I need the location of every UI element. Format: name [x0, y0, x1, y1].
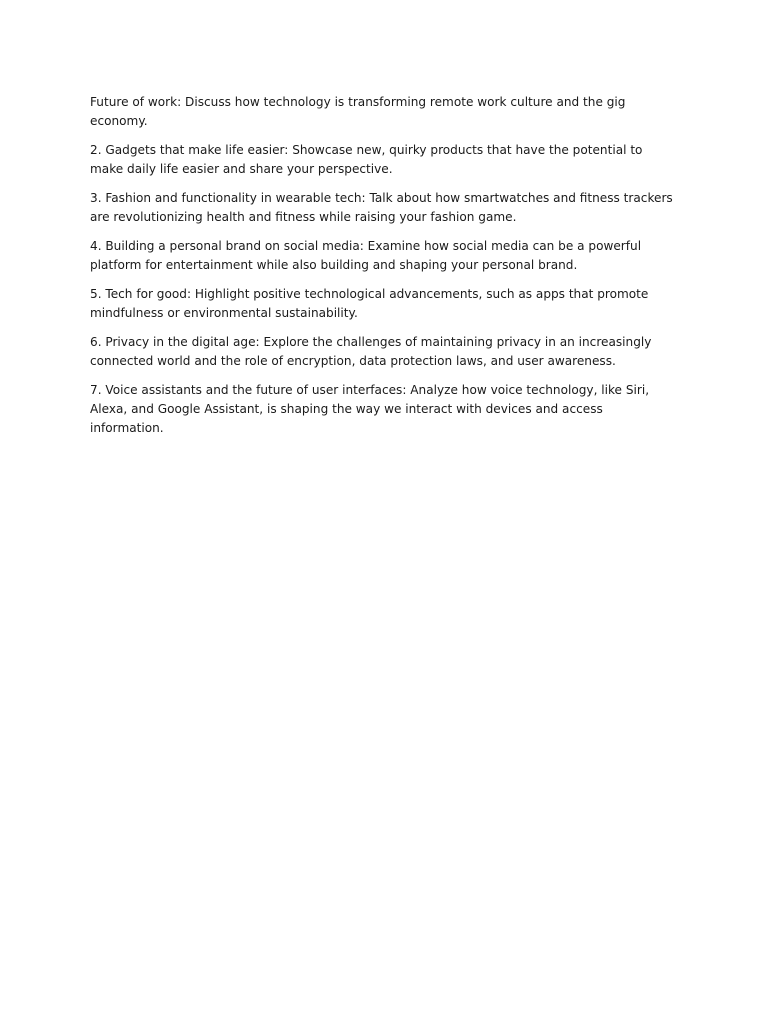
paragraph-future-of-work: Future of work: Discuss how technology is transforming remote work culture and the gig economy.: [90, 95, 626, 128]
document-body: [90, 93, 678, 448]
paragraph-personal-brand: 4. Building a personal brand on social media: Examine how social media can be a powerful platform for entertainment while also building and shaping your personal brand.: [90, 239, 642, 272]
paragraph-tech-for-good: 5. Tech for good: Highlight positive technological advancements, such as apps that promote mindfulness or environmental sustainability.: [90, 287, 649, 320]
paragraph-gadgets: 2. Gadgets that make life easier: Showcase new, quirky products that have the potential to make daily life easier and share your perspective.: [90, 143, 643, 176]
paragraph-voice-assistants: 7. Voice assistants and the future of user interfaces: Analyze how voice technology, like Siri, Alexa, and Google Assistant, is shaping the way we interact with devices and access information.: [90, 383, 650, 435]
paragraph-privacy: 6. Privacy in the digital age: Explore the challenges of maintaining privacy in an increasingly connected world and the role of encryption, data protection laws, and user awareness.: [90, 335, 652, 368]
paragraph-wearable-tech: 3. Fashion and functionality in wearable tech: Talk about how smartwatches and fitness trackers are revolutionizing health and fitness while raising your fashion game.: [90, 191, 673, 224]
